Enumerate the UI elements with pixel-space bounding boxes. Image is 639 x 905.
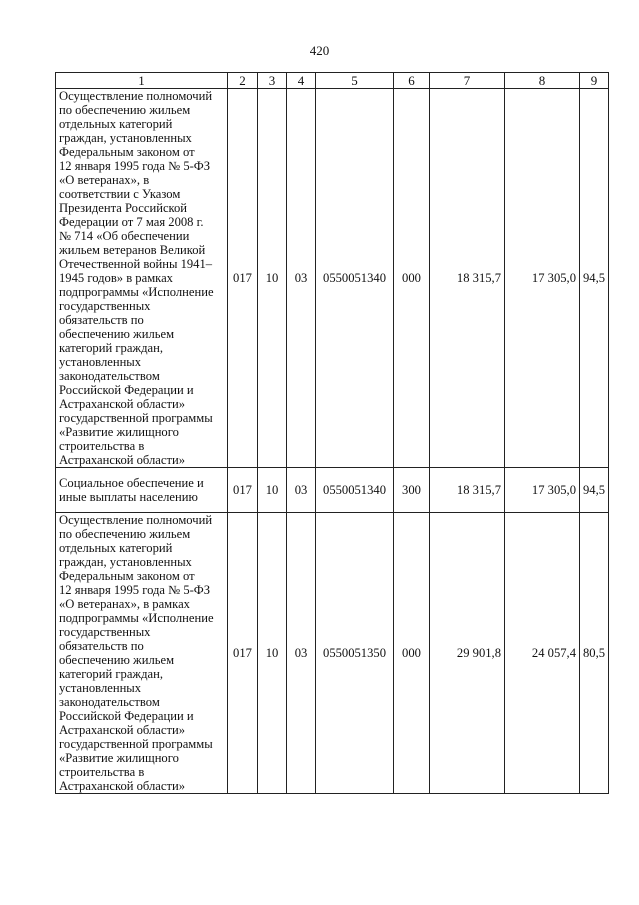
table-header-row xyxy=(56,73,609,89)
page-number: 420 xyxy=(309,43,330,58)
cell-target-article: 0550051350 xyxy=(316,513,394,794)
row-description: Осуществление полномочий по обеспечению жильем отдельных категорий граждан, установленных Федеральным законом от 12 января 1995 года № 5-ФЗ «О ветеранах», в соответствии с Указом Президента Российской Федерации от 7 мая 2008 г. № 714 «Об обеспечении жильем ветеранов Великой Отечественной войны 1941– 1945 годов» в рамках подпрограммы «Исполнение государственных обязательств по обеспечению жильем категорий граждан, установленных законодательством Российской Федерации и Астраханской области» государственной программы «Развитие жилищного строительства в Астраханской области» xyxy=(56,89,228,468)
cell-expense-type: 300 xyxy=(394,468,430,513)
cell-planned-amount: 18 315,7 xyxy=(430,468,505,513)
cell-subsection: 03 xyxy=(287,89,316,468)
table-row xyxy=(56,513,609,794)
budget-table xyxy=(55,72,609,794)
cell-actual-amount: 24 057,4 xyxy=(505,513,580,794)
cell-percent: 94,5 xyxy=(580,89,609,468)
cell-target-article: 0550051340 xyxy=(316,89,394,468)
cell-planned-amount: 18 315,7 xyxy=(430,89,505,468)
cell-actual-amount: 17 305,0 xyxy=(505,89,580,468)
column-header: 4 xyxy=(287,73,316,89)
table-row xyxy=(56,468,609,513)
row-description: Социальное обеспечение и иные выплаты населению xyxy=(56,468,228,513)
cell-target-article: 0550051340 xyxy=(316,468,394,513)
cell-planned-amount: 29 901,8 xyxy=(430,513,505,794)
cell-expense-type: 000 xyxy=(394,89,430,468)
column-header: 7 xyxy=(430,73,505,89)
cell-ministry-code: 017 xyxy=(228,89,258,468)
cell-section: 10 xyxy=(258,468,287,513)
column-header: 2 xyxy=(228,73,258,89)
column-header: 8 xyxy=(505,73,580,89)
cell-percent: 80,5 xyxy=(580,513,609,794)
cell-subsection: 03 xyxy=(287,468,316,513)
column-header: 5 xyxy=(316,73,394,89)
cell-ministry-code: 017 xyxy=(228,513,258,794)
column-header: 6 xyxy=(394,73,430,89)
cell-subsection: 03 xyxy=(287,513,316,794)
cell-expense-type: 000 xyxy=(394,513,430,794)
column-header: 1 xyxy=(56,73,228,89)
table-row xyxy=(56,89,609,468)
cell-percent: 94,5 xyxy=(580,468,609,513)
cell-actual-amount: 17 305,0 xyxy=(505,468,580,513)
column-header: 3 xyxy=(258,73,287,89)
row-description: Осуществление полномочий по обеспечению жильем отдельных категорий граждан, установленных Федеральным законом от 12 января 1995 года № 5-ФЗ «О ветеранах», в рамках подпрограммы «Исполнение государственных обязательств по обеспечению жильем категорий граждан, установленных законодательством Российской Федерации и Астраханской области» государственной программы «Развитие жилищного строительства в Астраханской области» xyxy=(56,513,228,794)
cell-section: 10 xyxy=(258,513,287,794)
cell-section: 10 xyxy=(258,89,287,468)
cell-ministry-code: 017 xyxy=(228,468,258,513)
column-header: 9 xyxy=(580,73,609,89)
